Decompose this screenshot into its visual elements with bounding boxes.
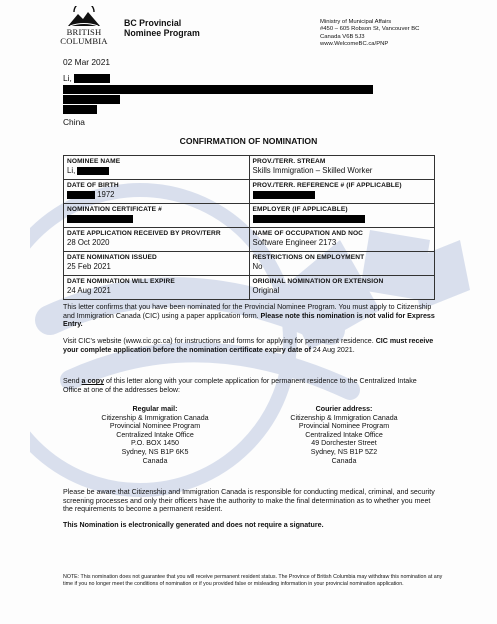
recipient-country: China <box>63 117 85 127</box>
paragraph-screening: Please be aware that Citizenship and Immigration Canada is responsible for conducting medical, criminal, and security screening processes and only their officers have the authority to make the final determination as to whether you meet the requirements to become a permanent resident. <box>63 488 435 514</box>
address-line: P.O. BOX 1450 <box>131 439 179 448</box>
address-line: Canada <box>142 456 168 465</box>
received-cell <box>64 228 250 252</box>
ministry-line: www.WelcomeBC.ca/PNP <box>320 41 389 48</box>
recipient-name-line <box>63 73 373 83</box>
recipient-name-prefix: Li, <box>63 73 72 83</box>
certificate-label: NOMINATION CERTIFICATE # <box>67 206 162 213</box>
paragraph-bold-text: Please note this nomination is not valid for Express Entry. <box>63 311 435 329</box>
paragraph-text: Send <box>63 377 82 385</box>
table-row <box>64 156 435 180</box>
issued-cell <box>64 252 250 276</box>
redaction-bar <box>63 105 97 114</box>
address-line: Centralized Intake Office <box>305 430 383 439</box>
ministry-line: Ministry of Municipal Affairs <box>320 19 392 25</box>
redaction-bar <box>253 215 365 223</box>
address-line: Citizenship & Immigration Canada <box>290 413 398 422</box>
nomination-details-table <box>63 155 435 300</box>
received-value: 28 Oct 2020 <box>67 238 110 247</box>
table-row <box>64 228 435 252</box>
restrictions-label: RESTRICTIONS ON EMPLOYMENT <box>252 254 365 261</box>
program-line-2: Nominee Program <box>124 28 200 38</box>
expire-label: DATE NOMINATION WILL EXPIRE <box>67 278 175 285</box>
ministry-line: Canada V6B 5J3 <box>320 33 365 40</box>
paragraph-text: This letter confirms that you have been nominated for the Provincial Nominee Program. You must apply to Citizenship and Immigration Canada (CIC) using a paper application form. <box>63 303 432 320</box>
ministry-line: #450 – 605 Robson St, Vancouver BC <box>320 26 420 33</box>
address-line: Centralized Intake Office <box>116 430 194 439</box>
original-label: ORIGINAL NOMINATION OR EXTENSION <box>252 278 384 285</box>
paragraph-text: of this letter along with your complete application for permanent residence to the Centralized Intake Office at one of the addresses below: <box>63 377 417 394</box>
program-line-1: BC Provincial <box>124 18 182 28</box>
occupation-value: Software Engineer 2173 <box>252 238 337 247</box>
redaction-bar <box>77 167 109 175</box>
redaction-bar <box>63 95 120 104</box>
regular-mail-heading: Regular mail: <box>132 405 178 413</box>
nominee-name-cell <box>64 156 250 180</box>
original-cell <box>249 276 435 300</box>
dob-label: DATE OF BIRTH <box>67 182 119 189</box>
document-title: CONFIRMATION OF NOMINATION <box>179 136 318 146</box>
table-row <box>64 276 435 300</box>
paragraph-confirmation <box>63 303 435 329</box>
expire-cell <box>64 276 250 300</box>
redaction-bar <box>63 85 373 94</box>
certificate-cell <box>64 204 250 228</box>
dob-year: 1972 <box>97 190 115 199</box>
program-name <box>124 18 200 38</box>
ministry-address <box>320 19 419 49</box>
stream-cell <box>249 156 435 180</box>
paragraph-cic-website <box>63 337 435 354</box>
occupation-label: NAME OF OCCUPATION AND NOC <box>252 230 364 237</box>
letter-date: 02 Mar 2021 <box>63 57 111 67</box>
table-row <box>64 204 435 228</box>
address-line: Sydney, NS B1P 6K5 <box>121 447 189 456</box>
issued-label: DATE NOMINATION ISSUED <box>67 254 157 261</box>
courier-address <box>264 405 424 465</box>
issued-value: 25 Feb 2021 <box>67 262 111 271</box>
employer-cell <box>249 204 435 228</box>
bc-logo <box>58 6 110 45</box>
paragraph-bold-text: CIC must receive your complete application before the nomination certificate expiry date of <box>63 337 434 354</box>
dob-cell <box>64 180 250 204</box>
redaction-bar <box>74 74 110 83</box>
stream-value: Skills Immigration – Skilled Worker <box>252 166 373 175</box>
paragraph-send-copy <box>63 377 435 394</box>
footer-note: NOTE: This nomination does not guarantee that you will receive permanent resident status. The Province of British Columbia may withdraw this nomination at any time if you no longer meet the conditions of nomination or if you provided false or misleading information in your provincial nomination application. <box>63 574 443 587</box>
certificate-value <box>67 214 246 223</box>
bc-sun-mountain-icon <box>66 6 102 28</box>
dob-value <box>67 190 246 199</box>
nominee-name-label: NOMINEE NAME <box>67 158 121 165</box>
address-line: Provincial Nominee Program <box>298 422 390 431</box>
stream-label: PROV./TERR. STREAM <box>252 158 326 165</box>
regular-mail-address <box>75 405 235 465</box>
address-line: Canada <box>331 456 357 465</box>
recipient-address <box>63 73 373 114</box>
nominee-name-value <box>67 166 246 175</box>
nominee-name-text: Li, <box>67 166 76 175</box>
expire-value: 24 Aug 2021 <box>67 286 111 295</box>
employer-label: EMPLOYER (IF APPLICABLE) <box>252 206 348 213</box>
redaction-bar <box>67 191 95 199</box>
paragraph-text: 24 Aug 2021. <box>310 345 355 354</box>
employer-value <box>253 214 432 223</box>
address-line: 49 Dorchester Street <box>311 439 377 448</box>
restrictions-cell <box>249 252 435 276</box>
paragraph-text: Visit CIC's website (www.cic.gc.ca) for instructions and forms for applying for permanent residence. <box>63 337 376 345</box>
table-row <box>64 180 435 204</box>
redaction-bar <box>67 215 133 223</box>
logo-text-british: BRITISH <box>66 27 102 37</box>
occupation-cell <box>249 228 435 252</box>
original-value: Original <box>252 286 280 295</box>
courier-heading: Courier address: <box>315 405 373 413</box>
address-line: Citizenship & Immigration Canada <box>101 413 209 422</box>
reference-cell <box>249 180 435 204</box>
reference-label: PROV./TERR. REFERENCE # (IF APPLICABLE) <box>252 182 402 189</box>
reference-value <box>253 190 432 199</box>
paragraph-underlined-text: a copy <box>81 377 105 385</box>
received-label: DATE APPLICATION RECEIVED BY PROV/TERR <box>67 230 221 237</box>
paragraph-electronic: This Nomination is electronically generated and does not require a signature. <box>63 521 324 529</box>
address-line: Sydney, NS B1P 5Z2 <box>310 447 378 456</box>
table-row <box>64 252 435 276</box>
redaction-bar <box>253 191 315 199</box>
logo-text-columbia: COLUMBIA <box>60 35 108 46</box>
address-line: Provincial Nominee Program <box>109 422 201 431</box>
restrictions-value: No <box>252 262 263 271</box>
